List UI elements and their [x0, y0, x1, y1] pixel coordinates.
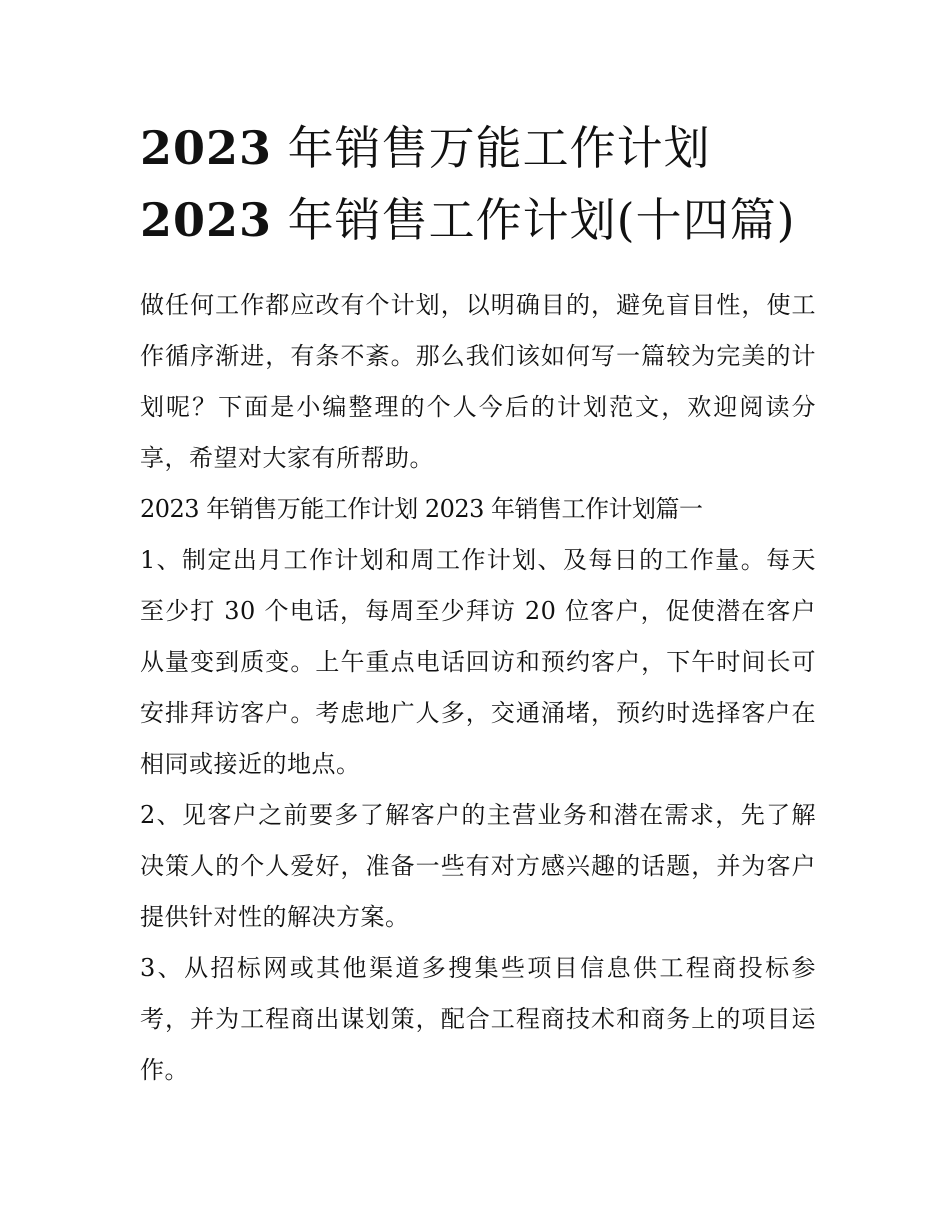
intro-paragraph: 做任何工作都应改有个计划，以明确目的，避免盲目性，使工作循序渐进，有条不紊。那么我们该如何写一篇较为完美的计划呢？下面是小编整理的个人今后的计划范文，欢迎阅读分享，希望对大家有所帮助。 — [140, 291, 816, 472]
title-text: 年销售万能工作计划 — [287, 121, 711, 175]
document-title-line-2 — [140, 184, 816, 256]
plan-item-3: 3、从招标网或其他渠道多搜集些项目信息供工程商投标参考，并为工程商出谋划策，配合工程商技术和商务上的项目运作。 — [140, 954, 816, 1084]
section-subtitle: 2023 年销售万能工作计划 2023 年销售工作计划篇一 — [140, 495, 703, 523]
plan-item-1: 1、制定出月工作计划和周工作计划、及每日的工作量。每天至少打 30 个电话，每周至少拜访 20 位客户，促使潜在客户从量变到质变。上午重点电话回访和预约客户，下午时间长可安排拜访客户。考虑地广人多，交通涌堵，预约时选择客户在相同或接近的地点。 — [140, 546, 816, 778]
title-year: 2023 — [140, 193, 273, 247]
document-title-line-1 — [140, 112, 816, 184]
plan-item-2: 2、见客户之前要多了解客户的主营业务和潜在需求，先了解决策人的个人爱好，准备一些有对方感兴趣的话题，并为客户提供针对性的解决方案。 — [140, 801, 816, 931]
document-page — [140, 112, 816, 1096]
title-text: 年销售工作计划(十四篇) — [287, 193, 796, 247]
title-year: 2023 — [140, 121, 273, 175]
